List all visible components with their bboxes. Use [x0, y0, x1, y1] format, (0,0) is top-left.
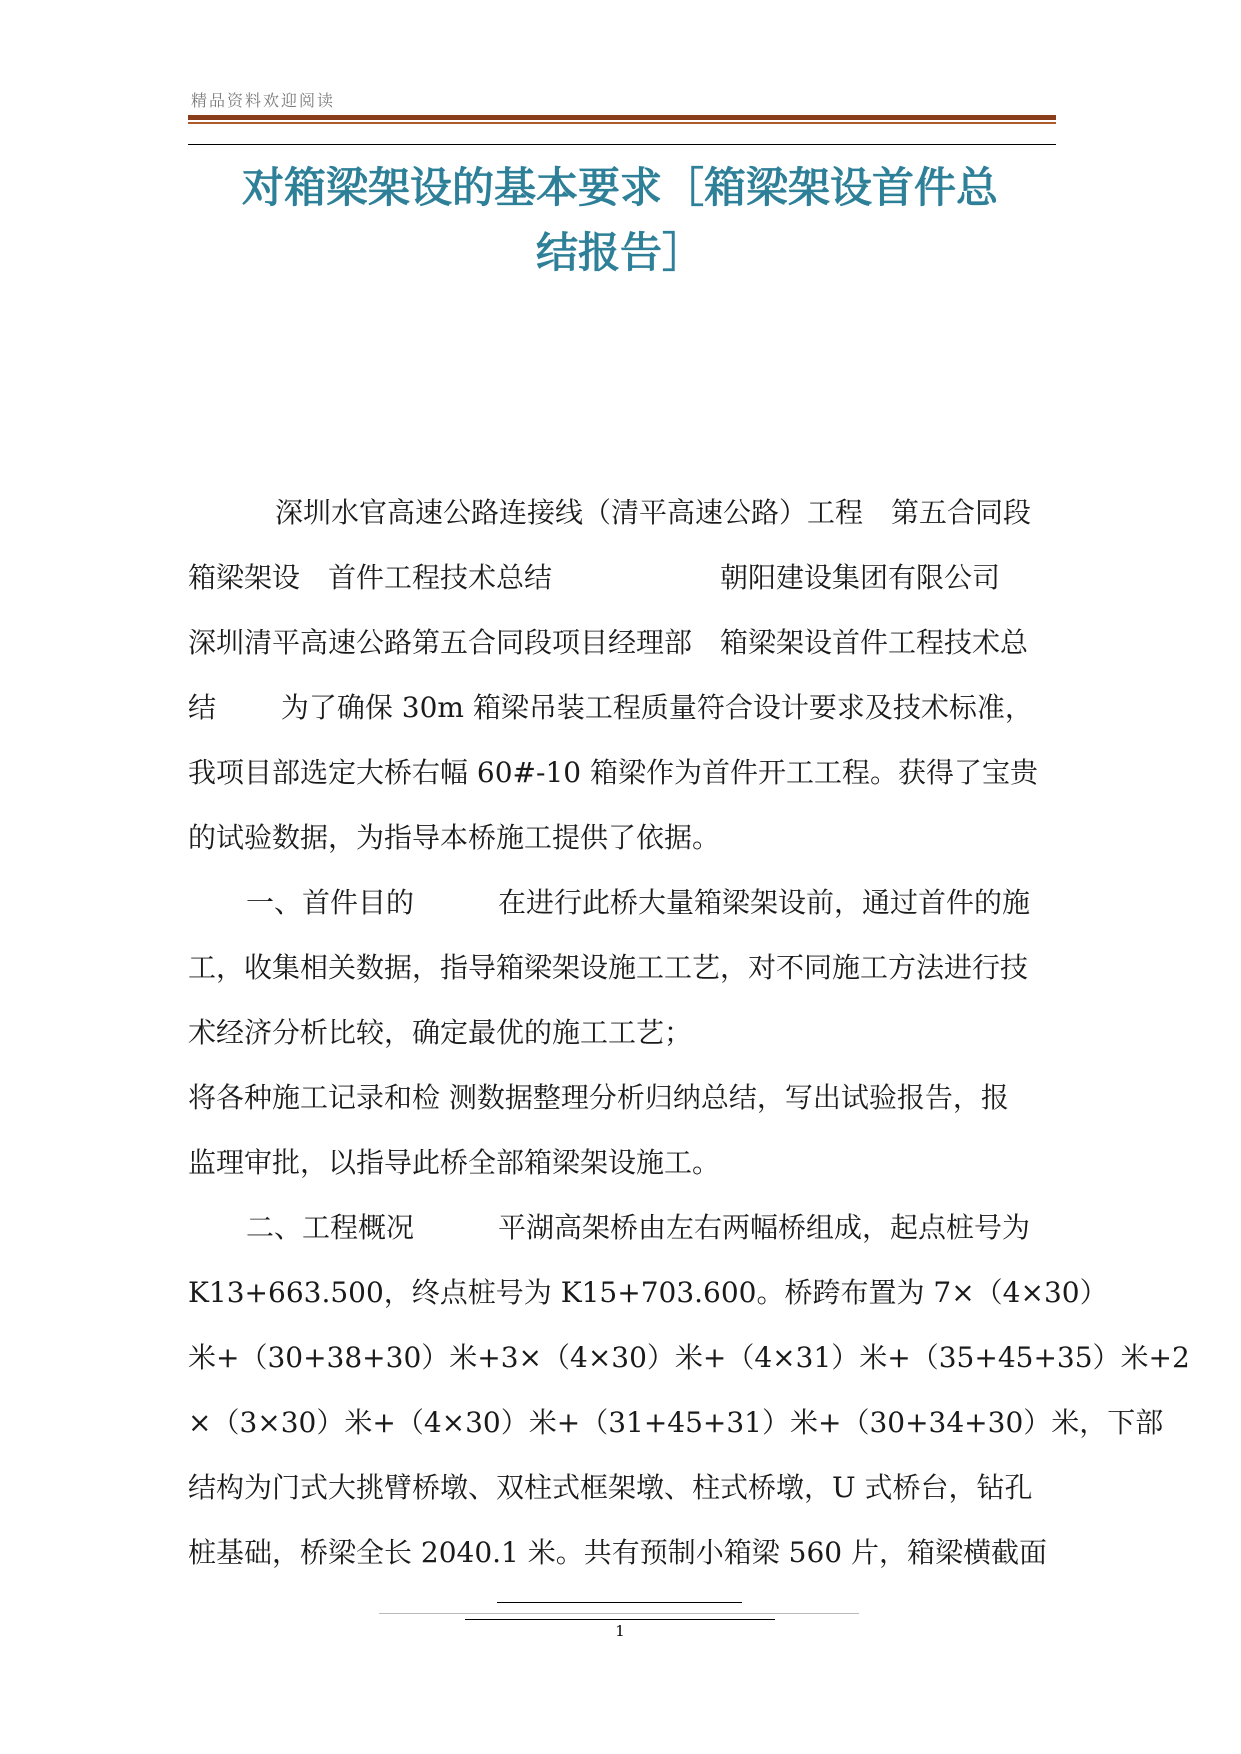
body-line: 术经济分析比较，确定最优的施工工艺；: [188, 1016, 693, 1049]
body-line: 监理审批，以指导此桥全部箱梁架设施工。: [188, 1146, 721, 1179]
title-line-2: 结报告］: [535, 228, 704, 277]
body-line: 结构为门式大挑臂桥墩、双柱式框架墩、柱式桥墩，U 式桥台，钻孔: [188, 1471, 1033, 1504]
body-line: 米+（30+38+30）米+3×（4×30）米+（4×31）米+（35+45+35）米+2: [188, 1341, 1190, 1374]
body-line: 深圳清平高速公路第五合同段项目经理部 箱梁架设首件工程技术总: [188, 626, 1029, 659]
header-rule-thin: [188, 144, 1056, 145]
body-line: 将各种施工记录和检 测数据整理分析归纳总结，写出试验报告，报: [188, 1081, 1009, 1114]
footer-rule: [497, 1602, 742, 1603]
body-line: 我项目部选定大桥右幅 60#-10 箱梁作为首件开工工程。获得了宝贵: [188, 756, 1038, 789]
document-body: [188, 480, 1190, 1585]
footer-rule: [379, 1613, 859, 1614]
body-line: 箱梁架设 首件工程技术总结 朝阳建设集团有限公司: [188, 561, 1001, 594]
page-number: 1: [615, 1622, 625, 1640]
body-line: ×（3×30）米+（4×30）米+（31+45+31）米+（30+34+30）米，下部: [188, 1406, 1164, 1439]
document-title: [190, 155, 1050, 285]
page-header-text: 精品资料欢迎阅读: [191, 91, 336, 110]
body-line: 桩基础，桥梁全长 2040.1 米。共有预制小箱梁 560 片，箱梁横截面: [188, 1536, 1048, 1569]
section-heading-line: 一、首件目的 在进行此桥大量箱梁架设前，通过首件的施: [246, 886, 1031, 919]
footer-rule: [465, 1619, 775, 1620]
title-line-1: 对箱梁架设的基本要求［箱梁架设首件总: [241, 163, 998, 212]
body-line: K13+663.500，终点桩号为 K15+703.600。桥跨布置为 7×（4×30）: [188, 1276, 1108, 1309]
body-line: 深圳水官高速公路连接线（清平高速公路）工程 第五合同段: [275, 496, 1032, 529]
header-rule-mid: [188, 122, 1056, 124]
section-heading-line: 二、工程概况 平湖高架桥由左右两幅桥组成，起点桩号为: [246, 1211, 1031, 1244]
header-rule-thick: [188, 115, 1056, 120]
body-line: 的试验数据，为指导本桥施工提供了依据。: [188, 821, 721, 854]
body-line: 结 为了确保 30m 箱梁吊装工程质量符合设计要求及技术标准，: [188, 691, 1033, 724]
body-line: 工，收集相关数据，指导箱梁架设施工工艺，对不同施工方法进行技: [188, 951, 1029, 984]
